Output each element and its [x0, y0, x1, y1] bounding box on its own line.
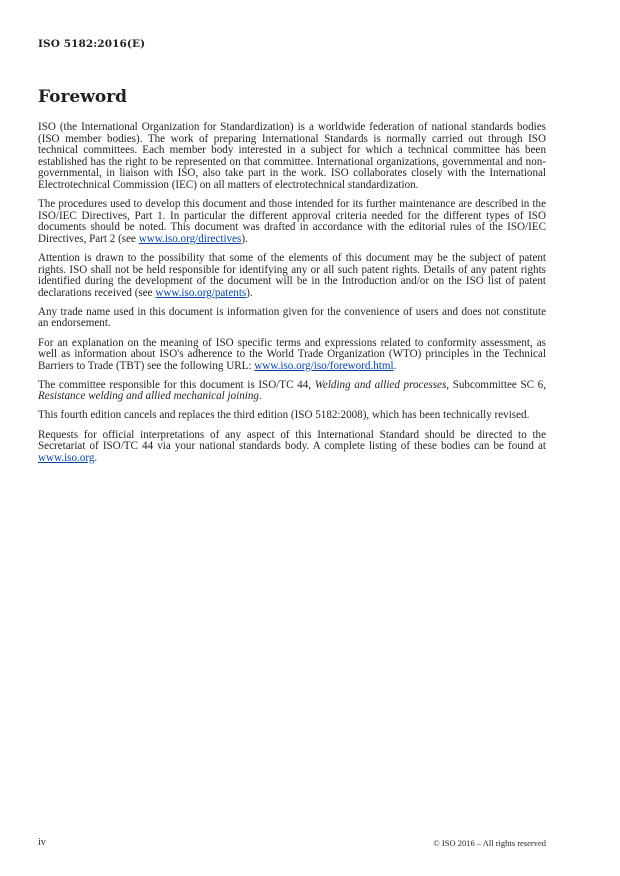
- paragraph: [38, 430, 546, 465]
- document-id: ISO 5182:2016(E): [38, 38, 146, 50]
- page-number: iv: [38, 837, 46, 848]
- text-run: Requests for official interpretations of any aspect of this International Standard should be directed to the Secretariat of ISO/TC 44 via your national standards body. A complete listing of these bodies can be found at: [38, 428, 546, 453]
- copyright-notice: © ISO 2016 – All rights reserved: [433, 838, 546, 848]
- paragraph: [38, 380, 546, 403]
- text-run: For an explanation on the meaning of ISO specific terms and expressions related to conformity assessment, as well as information about ISO's adherence to the World Trade Organization (WTO) principles in the Technical Barriers to Trade (TBT) see the following URL:: [38, 336, 546, 372]
- text-run: ).: [246, 286, 253, 299]
- text-run: Attention is drawn to the possibility that some of the elements of this document may be the subject of patent rights. ISO shall not be held responsible for identifying any or all such patent rights. Details of any patent rights identified during the development of the document will be in the Introduction and/or on the ISO list of patent declarations received (see: [38, 251, 546, 299]
- hyperlink[interactable]: www.iso.org/patents: [155, 286, 247, 299]
- text-run: The committee responsible for this document is ISO/TC 44,: [38, 378, 315, 391]
- text-run: .: [393, 359, 397, 372]
- foreword-body: [38, 122, 546, 472]
- hyperlink[interactable]: www.iso.org/directives: [138, 232, 242, 245]
- text-run: ISO (the International Organization for Standardization) is a worldwide federation of national standards bodies (ISO member bodies). The work of preparing International Standards is normally carried out through ISO technical committees. Each member body interested in a subject for which a technical committee has been established has the right to be represented on that committee. International organizations, governmental and non-governmental, in liaison with ISO, also take part in the work. ISO collaborates closely with the International Electrotechnical Commission (IEC) on all matters of electrotechnical standardization.: [38, 121, 546, 191]
- hyperlink[interactable]: www.iso.org: [38, 451, 95, 464]
- italic-text: Resistance welding and allied mechanical joining: [38, 390, 259, 403]
- text-run: Any trade name used in this document is information given for the convenience of users and does not constitute an endorsement.: [38, 305, 546, 330]
- text-run: This fourth edition cancels and replaces the third edition (ISO 5182:2008), which has been technically revised.: [38, 409, 530, 422]
- paragraph: [38, 199, 546, 245]
- paragraph: [38, 338, 546, 373]
- section-title: Foreword: [38, 87, 128, 107]
- paragraph: [38, 410, 546, 422]
- text-run: .: [258, 390, 262, 403]
- paragraph: [38, 253, 546, 299]
- hyperlink[interactable]: www.iso.org/iso/foreword.html: [254, 359, 394, 372]
- text-run: , Subcommittee SC 6,: [446, 378, 547, 391]
- text-run: ).: [241, 232, 248, 245]
- paragraph: [38, 122, 546, 192]
- paragraph: [38, 307, 546, 330]
- text-run: The procedures used to develop this document and those intended for its further maintenance are described in the ISO/IEC Directives, Part 1. In particular the different approval criteria needed for the different types of ISO documents should be noted. This document was drafted in accordance with the editorial rules of the ISO/IEC Directives, Part 2 (see: [38, 198, 546, 245]
- italic-text: Welding and allied processes: [314, 378, 447, 391]
- text-run: .: [94, 451, 98, 464]
